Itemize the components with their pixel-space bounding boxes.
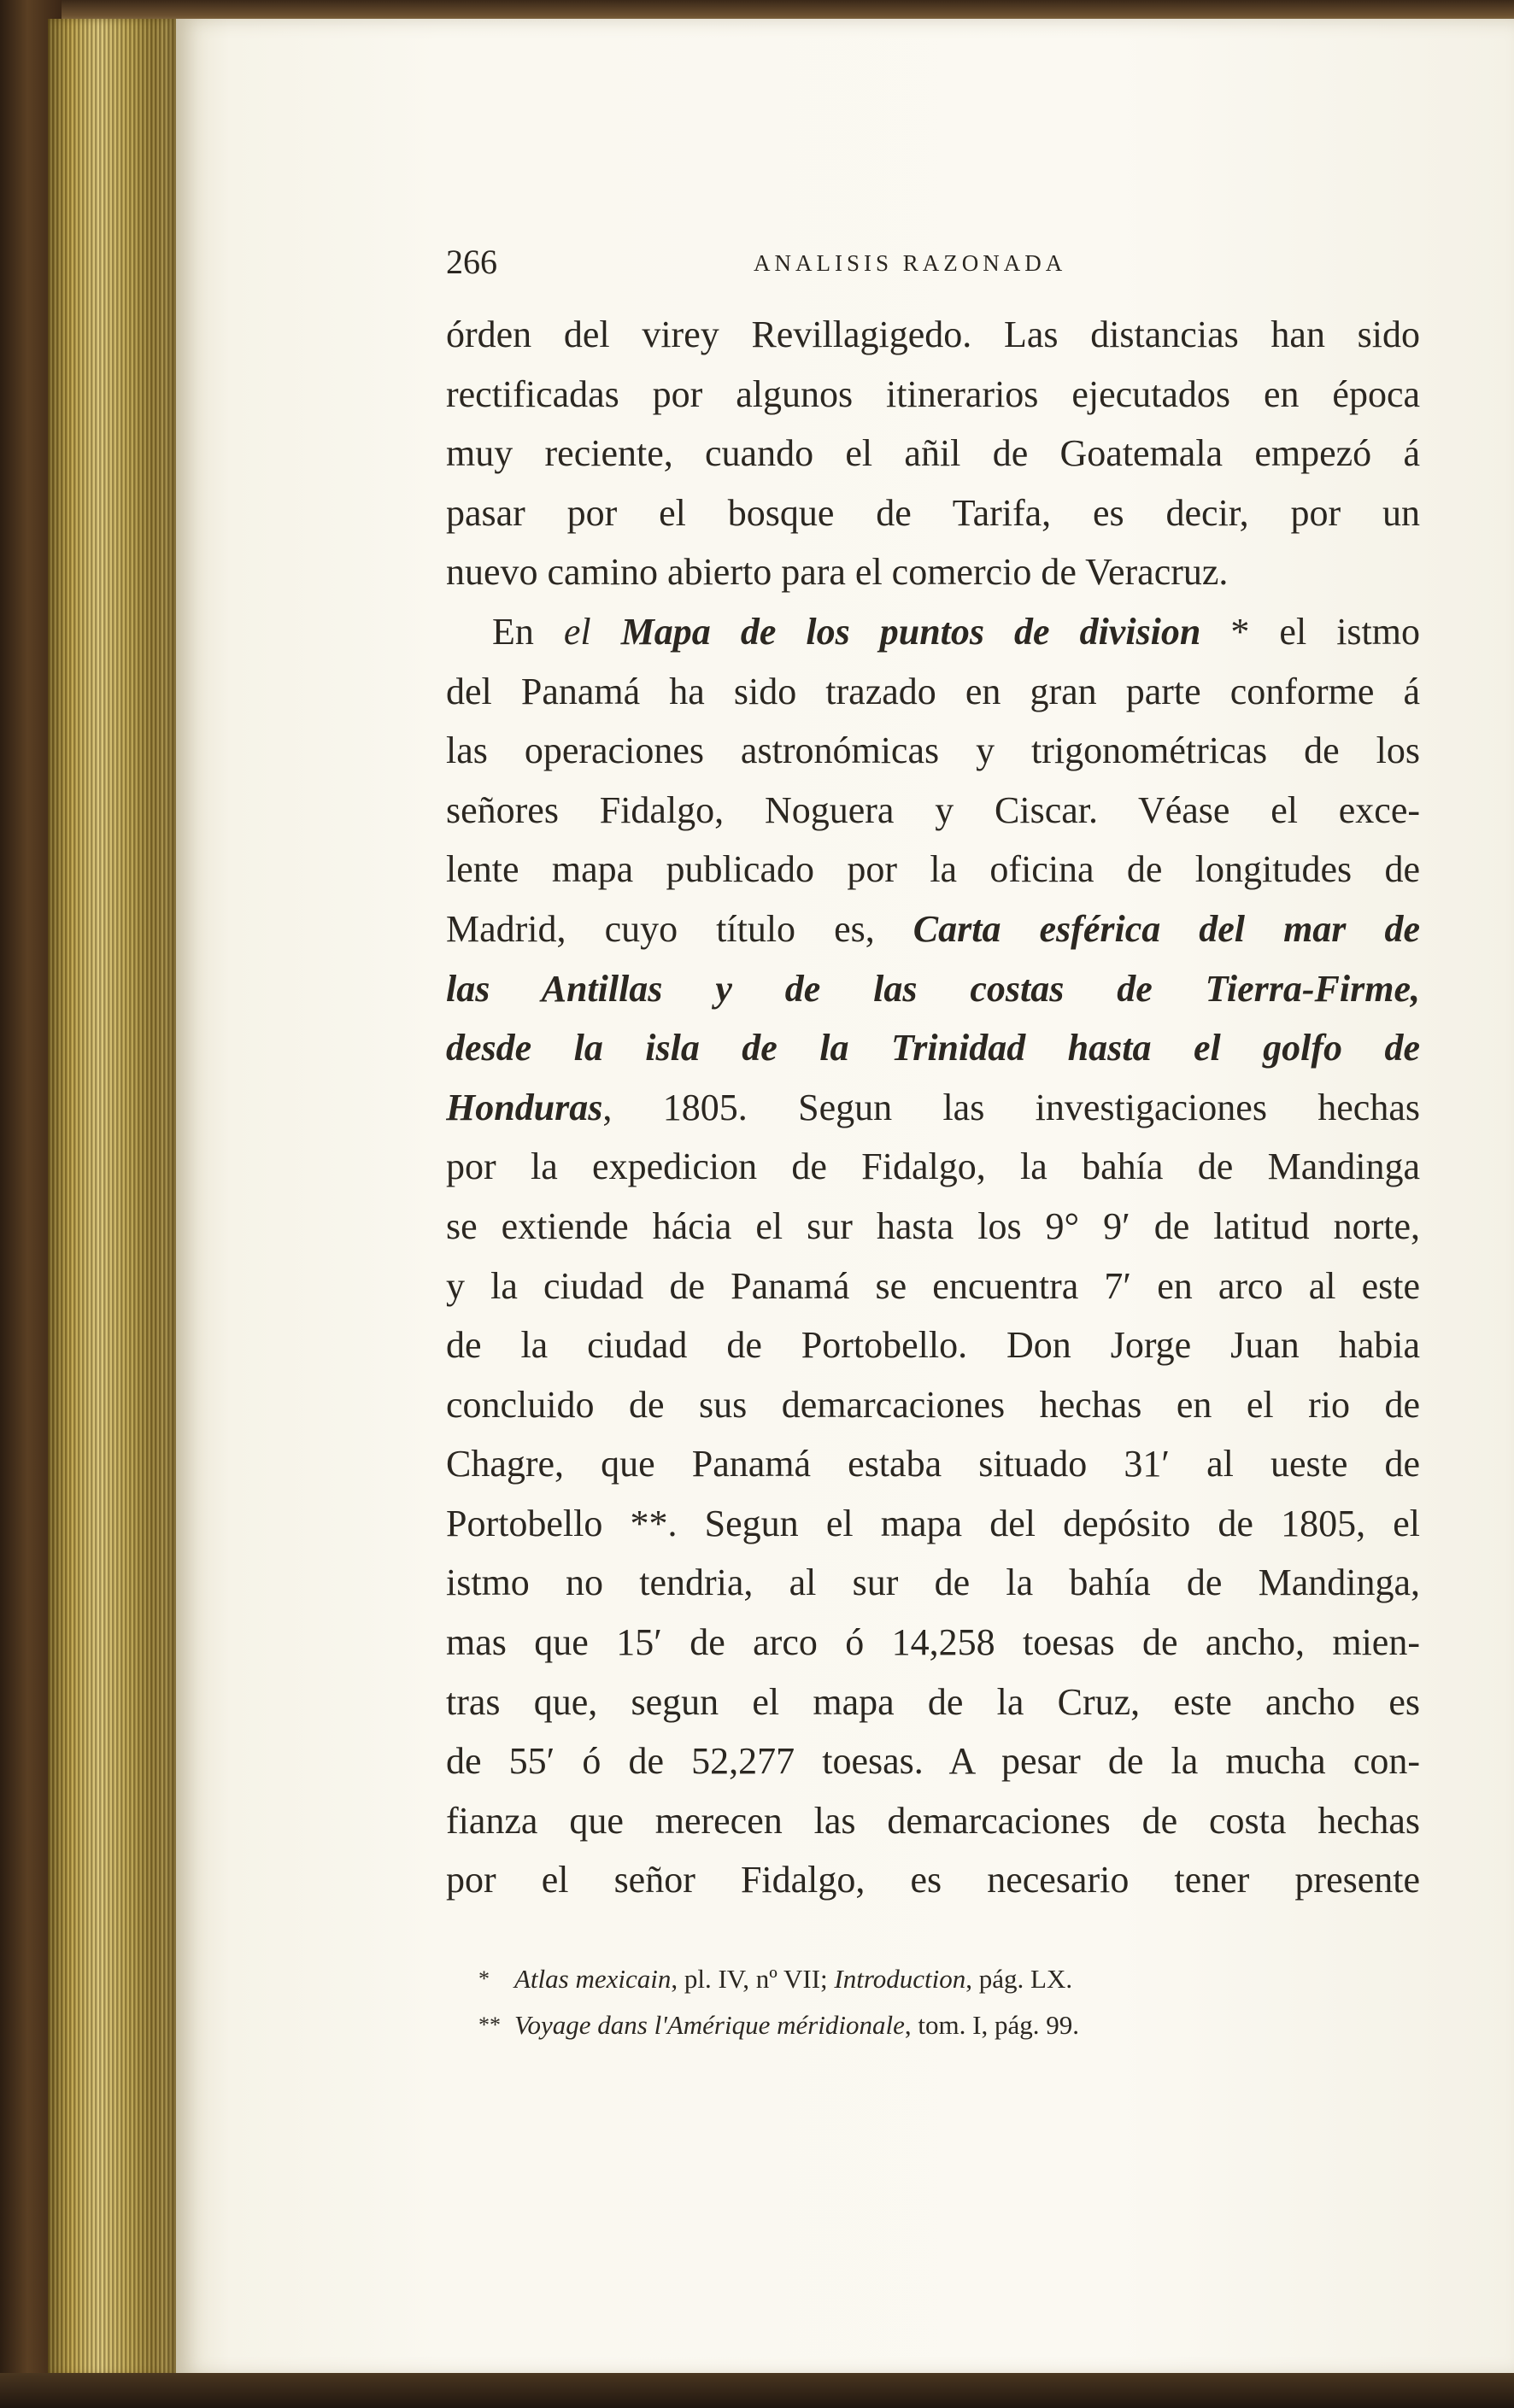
text-line: desde la isla de la Trinidad hasta el golfo de (446, 1027, 1420, 1069)
text-line: muy reciente, cuando el añil de Goatemala empezó á (446, 432, 1420, 475)
text-line: lente mapa publicado por la oficina de longitudes de (446, 848, 1420, 891)
footnote-text: , tom. I, pág. 99. (904, 2010, 1079, 2040)
text-line: de la ciudad de Portobello. Don Jorge Juan habia (446, 1324, 1420, 1367)
text-line: En el Mapa de los puntos de division * el istmo (492, 610, 1420, 653)
text-line: por el señor Fidalgo, es necesario tener presente (446, 1859, 1420, 1901)
footnote (478, 2002, 1333, 2048)
text-line: concluido de sus demarcaciones hechas en el rio de (446, 1383, 1420, 1426)
text-line: y la ciudad de Panamá se encuentra 7′ en arco al este (446, 1264, 1420, 1307)
footnote-text: , pl. IV, nº VII; (671, 1964, 835, 1994)
text-line: Madrid, cuyo título es, Carta esférica del mar de (446, 907, 1420, 950)
text-line: rectificadas por algunos itinerarios ejecutados en época (446, 372, 1420, 415)
text-line: de 55′ ó de 52,277 toesas. A pesar de la mucha con- (446, 1740, 1420, 1783)
text-line: tras que, segun el mapa de la Cruz, este ancho es (446, 1680, 1420, 1723)
gilt-page-edges (48, 19, 176, 2376)
footnote-text: , pág. LX. (965, 1964, 1073, 1994)
text-line: las Antillas y de las costas de Tierra-Firme, (446, 967, 1420, 1010)
body-text (446, 305, 1420, 1910)
text-line: señores Fidalgo, Noguera y Ciscar. Véase el exce- (446, 788, 1420, 831)
footnote-italic: Introduction (834, 1964, 966, 1994)
text-line: Portobello **. Segun el mapa del depósito de 1805, el (446, 1502, 1420, 1544)
footnote-mark: ** (478, 2013, 501, 2037)
text-line: Honduras, 1805. Segun las investigaciones hechas (446, 1086, 1420, 1128)
running-head (446, 241, 1420, 284)
footnote-mark: * (478, 1966, 490, 1991)
text-line: pasar por el bosque de Tarifa, es decir, por un (446, 491, 1420, 534)
map-title-reference: Mapa de los puntos de division (620, 610, 1201, 653)
text-line: del Panamá ha sido trazado en gran parte conforme á (446, 670, 1420, 712)
text-line: órden del virey Revillagigedo. Las distancias han sido (446, 313, 1420, 355)
text-line: fianza que merecen las demarcaciones de costa hechas (446, 1799, 1420, 1842)
running-title: ANALISIS RAZONADA (754, 250, 1067, 276)
chart-title-reference: Carta esférica del mar de (913, 907, 1420, 950)
text-line: mas que 15′ de arco ó 14,258 toesas de ancho, mien- (446, 1621, 1420, 1664)
footnote-italic: Atlas mexicain (514, 1964, 672, 1994)
text-line: se extiende hácia el sur hasta los 9° 9′ de latitud norte, (446, 1204, 1420, 1247)
text-line: istmo no tendria, al sur de la bahía de Mandinga, (446, 1561, 1420, 1604)
text-line: Chagre, que Panamá estaba situado 31′ al ueste de (446, 1443, 1420, 1485)
text-line: nuevo camino abierto para el comercio de Veracruz. (446, 551, 1229, 594)
footnote-italic: Voyage dans l'Amérique méridionale (514, 2010, 905, 2040)
footnote (478, 1956, 1333, 2002)
page-number: 266 (446, 243, 497, 281)
text-line: las operaciones astronómicas y trigonométricas de los (446, 729, 1420, 772)
book-cover-bottom (0, 2373, 1514, 2408)
footnotes (478, 1956, 1333, 2048)
text-line: por la expedicion de Fidalgo, la bahía de Mandinga (446, 1145, 1420, 1188)
